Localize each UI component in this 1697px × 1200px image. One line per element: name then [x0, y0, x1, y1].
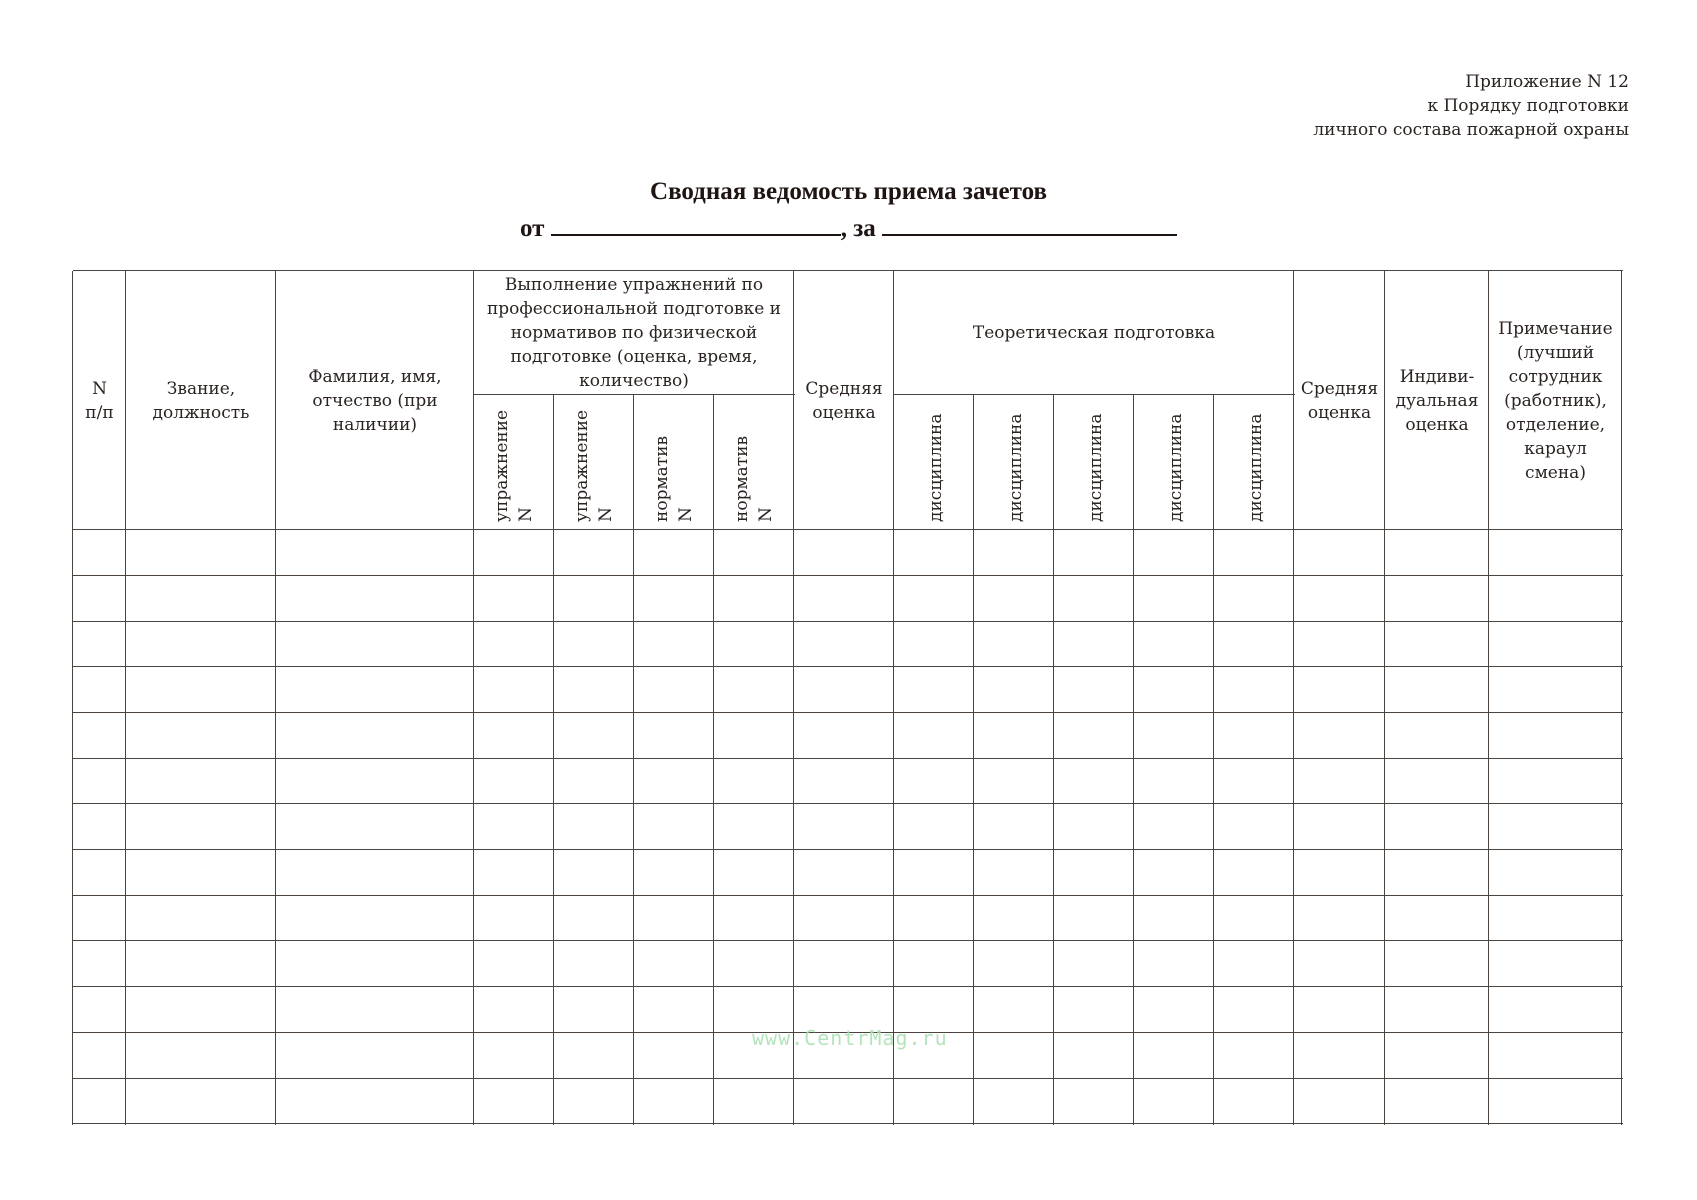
- header-exercise-1-line: упражнение: [492, 409, 512, 522]
- table-border-left: [72, 271, 73, 1125]
- table-cell[interactable]: [894, 713, 974, 759]
- header-discipline-2-line: дисциплина: [1006, 413, 1026, 522]
- header-discipline-2: [974, 395, 1054, 530]
- table-cell[interactable]: [1134, 1033, 1214, 1079]
- table-cell[interactable]: [1294, 667, 1385, 713]
- table-cell[interactable]: [1489, 896, 1622, 942]
- table-cell[interactable]: [974, 804, 1054, 850]
- table-cell[interactable]: [1489, 576, 1622, 622]
- table-cell[interactable]: [554, 758, 634, 804]
- table-cell[interactable]: [554, 576, 634, 622]
- table-cell[interactable]: [894, 941, 974, 987]
- row-divider: [73, 940, 1623, 941]
- table-cell[interactable]: [126, 987, 276, 1033]
- table-cell[interactable]: [894, 896, 974, 942]
- header-exercise-2-line: N: [596, 507, 616, 522]
- table-cell[interactable]: [974, 667, 1054, 713]
- table-border-bottom: [73, 1123, 1623, 1124]
- column-divider: [1293, 271, 1294, 1125]
- table-cell[interactable]: [1054, 987, 1134, 1033]
- table-cell[interactable]: [974, 896, 1054, 942]
- table-cell[interactable]: [974, 987, 1054, 1033]
- table-cell[interactable]: [474, 1078, 554, 1124]
- table-cell[interactable]: [276, 667, 474, 713]
- table-cell[interactable]: [1489, 804, 1622, 850]
- table-cell[interactable]: [554, 804, 634, 850]
- header-individual-score-text: Индиви-дуальная оценка: [1395, 366, 1479, 435]
- row-divider: [73, 666, 1623, 667]
- separator: ,: [840, 215, 847, 242]
- table-cell[interactable]: [1489, 621, 1622, 667]
- table-cell[interactable]: [1294, 941, 1385, 987]
- table-cell[interactable]: [474, 621, 554, 667]
- table-cell[interactable]: [1489, 941, 1622, 987]
- table-cell[interactable]: [1385, 987, 1489, 1033]
- row-divider: [73, 575, 1623, 576]
- table-cell[interactable]: [1294, 758, 1385, 804]
- watermark: www.CentrMag.ru: [752, 1026, 948, 1050]
- table-cell[interactable]: [73, 804, 126, 850]
- column-divider: [125, 271, 126, 1125]
- table-cell[interactable]: [1294, 530, 1385, 576]
- table-cell[interactable]: [1054, 713, 1134, 759]
- table-cell[interactable]: [1054, 667, 1134, 713]
- table-cell[interactable]: [1294, 987, 1385, 1033]
- table-cell[interactable]: [474, 804, 554, 850]
- table-cell[interactable]: [1385, 758, 1489, 804]
- for-label: за: [853, 215, 876, 242]
- table-cell[interactable]: [126, 530, 276, 576]
- table-cell[interactable]: [974, 941, 1054, 987]
- table-cell[interactable]: [974, 621, 1054, 667]
- table-cell[interactable]: [634, 941, 714, 987]
- table-cell[interactable]: [894, 667, 974, 713]
- table-border-top: [73, 270, 1623, 271]
- header-note-text: Примечание (лучший сотрудник (работник), отделение, караул смена): [1498, 318, 1613, 483]
- table-cell[interactable]: [474, 1033, 554, 1079]
- header-individual-score: [1385, 271, 1489, 530]
- row-divider: [73, 621, 1623, 622]
- table-cell[interactable]: [1489, 667, 1622, 713]
- table-cell[interactable]: [126, 1078, 276, 1124]
- header-divider-theory: [894, 394, 1295, 395]
- table-cell[interactable]: [126, 1033, 276, 1079]
- table-cell[interactable]: [634, 896, 714, 942]
- table-cell[interactable]: [126, 758, 276, 804]
- table-cell[interactable]: [126, 713, 276, 759]
- header-discipline-2-text: [1004, 401, 1028, 522]
- header-discipline-1-line: дисциплина: [926, 413, 946, 522]
- header-theory-group: [894, 271, 1294, 395]
- table-cell[interactable]: [1489, 1078, 1622, 1124]
- table-cell[interactable]: [894, 621, 974, 667]
- table-cell[interactable]: [974, 758, 1054, 804]
- table-cell[interactable]: [1489, 758, 1622, 804]
- header-discipline-5-line: дисциплина: [1246, 413, 1266, 522]
- table-cell[interactable]: [276, 941, 474, 987]
- table-cell[interactable]: [974, 713, 1054, 759]
- table-cell[interactable]: [126, 896, 276, 942]
- column-divider: [553, 395, 554, 1125]
- header-discipline-3-line: дисциплина: [1086, 413, 1106, 522]
- table-cell[interactable]: [1134, 576, 1214, 622]
- table-cell[interactable]: [794, 758, 894, 804]
- row-divider: [73, 849, 1623, 850]
- row-divider: [73, 712, 1623, 713]
- table-cell[interactable]: [276, 1033, 474, 1079]
- header-exercise-3-text: [650, 401, 698, 522]
- table-cell[interactable]: [1489, 530, 1622, 576]
- table-cell[interactable]: [1054, 896, 1134, 942]
- table-cell[interactable]: [894, 1078, 974, 1124]
- table-cell[interactable]: [474, 713, 554, 759]
- table-cell[interactable]: [714, 804, 794, 850]
- table-cell[interactable]: [794, 713, 894, 759]
- table-cell[interactable]: [1054, 850, 1134, 896]
- table-cell[interactable]: [1214, 667, 1294, 713]
- header-discipline-1: [894, 395, 974, 530]
- table-cell[interactable]: [1134, 621, 1214, 667]
- table-cell[interactable]: [794, 804, 894, 850]
- table-cell[interactable]: [1054, 621, 1134, 667]
- table-cell[interactable]: [714, 621, 794, 667]
- table-cell[interactable]: [1134, 941, 1214, 987]
- header-rank: [126, 271, 276, 530]
- header-discipline-4-text: [1164, 401, 1188, 522]
- table-cell[interactable]: [894, 530, 974, 576]
- table-cell[interactable]: [73, 1078, 126, 1124]
- row-divider: [73, 758, 1623, 759]
- table-cell[interactable]: [1385, 621, 1489, 667]
- table-cell[interactable]: [554, 850, 634, 896]
- table-cell[interactable]: [73, 987, 126, 1033]
- header-discipline-3-text: [1084, 401, 1108, 522]
- row-divider: [73, 529, 1623, 530]
- table-cell[interactable]: [474, 896, 554, 942]
- header-discipline-4: [1134, 395, 1214, 530]
- table-cell[interactable]: [1489, 713, 1622, 759]
- table-cell[interactable]: [634, 1033, 714, 1079]
- table-cell[interactable]: [276, 896, 474, 942]
- table-cell[interactable]: [1214, 1078, 1294, 1124]
- table-cell[interactable]: [634, 804, 714, 850]
- table-cell[interactable]: [1385, 576, 1489, 622]
- header-average-2: [1294, 271, 1385, 530]
- table-cell[interactable]: [126, 804, 276, 850]
- header-exercise-2-line: упражнение: [572, 409, 592, 522]
- header-exercise-4-line: норматив: [732, 435, 752, 522]
- table-cell[interactable]: [634, 758, 714, 804]
- table-cell[interactable]: [554, 667, 634, 713]
- table-cell[interactable]: [474, 576, 554, 622]
- title-main: Сводная ведомость приема зачетов: [650, 178, 1047, 205]
- table-cell[interactable]: [276, 1078, 474, 1124]
- table-cell[interactable]: [1134, 987, 1214, 1033]
- table-cell[interactable]: [554, 987, 634, 1033]
- table-cell[interactable]: [1294, 621, 1385, 667]
- table-cell[interactable]: [894, 804, 974, 850]
- table-cell[interactable]: [634, 621, 714, 667]
- column-divider: [793, 271, 794, 1125]
- table-cell[interactable]: [1214, 896, 1294, 942]
- table-cell[interactable]: [276, 987, 474, 1033]
- table-cell[interactable]: [1134, 850, 1214, 896]
- table-cell[interactable]: [714, 530, 794, 576]
- table-cell[interactable]: [634, 850, 714, 896]
- header-exercises-group: [474, 271, 794, 395]
- header-exercise-4: [714, 395, 794, 530]
- table-cell[interactable]: [1054, 530, 1134, 576]
- table-cell[interactable]: [634, 713, 714, 759]
- header-exercise-2: [554, 395, 634, 530]
- table-cell[interactable]: [276, 530, 474, 576]
- table-cell[interactable]: [1294, 576, 1385, 622]
- table-cell[interactable]: [276, 850, 474, 896]
- table-cell[interactable]: [1489, 1033, 1622, 1079]
- column-divider: [1488, 271, 1489, 1125]
- header-rank-text: Звание, должность: [152, 378, 250, 423]
- table-cell[interactable]: [126, 576, 276, 622]
- table-cell[interactable]: [276, 621, 474, 667]
- header-average-2-text: Средняя оценка: [1300, 378, 1379, 423]
- table-cell[interactable]: [1385, 896, 1489, 942]
- table-cell[interactable]: [634, 987, 714, 1033]
- table-cell[interactable]: [1385, 713, 1489, 759]
- table-cell[interactable]: [474, 758, 554, 804]
- header-num: [73, 271, 126, 530]
- table-cell[interactable]: [1054, 941, 1134, 987]
- table-cell[interactable]: [794, 621, 894, 667]
- table-cell[interactable]: [474, 987, 554, 1033]
- header-full-name-text: Фамилия, имя, отчество (при наличии): [308, 366, 442, 435]
- table-cell[interactable]: [714, 896, 794, 942]
- table-cell[interactable]: [1214, 1033, 1294, 1079]
- table-cell[interactable]: [554, 621, 634, 667]
- column-divider: [893, 271, 894, 1125]
- table-cell[interactable]: [794, 850, 894, 896]
- table-cell[interactable]: [714, 758, 794, 804]
- header-discipline-5: [1214, 395, 1294, 530]
- table-cell[interactable]: [1134, 713, 1214, 759]
- table-cell[interactable]: [1294, 1078, 1385, 1124]
- table-cell[interactable]: [276, 713, 474, 759]
- header-exercise-1-text: [490, 401, 538, 522]
- table-cell[interactable]: [1054, 576, 1134, 622]
- table-cell[interactable]: [714, 1078, 794, 1124]
- header-full-name: [276, 271, 474, 530]
- table-cell[interactable]: [1134, 530, 1214, 576]
- column-divider: [1133, 395, 1134, 1125]
- table-cell[interactable]: [1294, 850, 1385, 896]
- table-cell[interactable]: [73, 758, 126, 804]
- table-cell[interactable]: [1385, 850, 1489, 896]
- table-cell[interactable]: [634, 1078, 714, 1124]
- header-exercise-1: [474, 395, 554, 530]
- table-cell[interactable]: [714, 850, 794, 896]
- table-border-right: [1621, 271, 1622, 1125]
- header-exercise-4-line: N: [756, 507, 776, 522]
- table-cell[interactable]: [73, 850, 126, 896]
- table-cell[interactable]: [1214, 941, 1294, 987]
- header-exercise-3-line: норматив: [652, 435, 672, 522]
- row-divider: [73, 803, 1623, 804]
- header-exercise-4-text: [730, 401, 778, 522]
- table-cell[interactable]: [794, 896, 894, 942]
- table-cell[interactable]: [1054, 1033, 1134, 1079]
- table-cell[interactable]: [1385, 530, 1489, 576]
- table-cell[interactable]: [1214, 621, 1294, 667]
- header-discipline-4-line: дисциплина: [1166, 413, 1186, 522]
- header-divider-exercises: [474, 394, 795, 395]
- column-divider: [1384, 271, 1385, 1125]
- column-divider: [713, 395, 714, 1125]
- header-note: [1489, 271, 1622, 530]
- table-cell[interactable]: [1214, 804, 1294, 850]
- header-exercise-1-line: N: [516, 507, 536, 522]
- table-cell[interactable]: [73, 576, 126, 622]
- header-exercise-3-line: N: [676, 507, 696, 522]
- table-cell[interactable]: [554, 530, 634, 576]
- table-cell[interactable]: [1385, 667, 1489, 713]
- table-cell[interactable]: [634, 667, 714, 713]
- table-cell[interactable]: [1385, 1078, 1489, 1124]
- table-cell[interactable]: [714, 941, 794, 987]
- table-cell[interactable]: [1134, 667, 1214, 713]
- table-cell[interactable]: [1054, 758, 1134, 804]
- table-cell[interactable]: [1214, 713, 1294, 759]
- table-cell[interactable]: [634, 576, 714, 622]
- header-exercise-3: [634, 395, 714, 530]
- table-cell[interactable]: [554, 941, 634, 987]
- header-discipline-3: [1054, 395, 1134, 530]
- table-cell[interactable]: [794, 1078, 894, 1124]
- table-cell[interactable]: [73, 941, 126, 987]
- table-cell[interactable]: [1294, 1033, 1385, 1079]
- header-average-1: [794, 271, 894, 530]
- table-cell[interactable]: [1214, 576, 1294, 622]
- row-divider: [73, 986, 1623, 987]
- table-cell[interactable]: [554, 896, 634, 942]
- table-cell[interactable]: [1134, 804, 1214, 850]
- table-cell[interactable]: [1294, 713, 1385, 759]
- header-exercises-group-text: Выполнение упражнений по профессиональной подготовке и нормативов по физической подготовке (оценка, время, количество): [486, 275, 782, 391]
- row-divider: [73, 1078, 1623, 1079]
- table-cell[interactable]: [1134, 896, 1214, 942]
- table-cell[interactable]: [894, 758, 974, 804]
- column-divider: [1053, 395, 1054, 1125]
- table-cell[interactable]: [1214, 530, 1294, 576]
- table-cell[interactable]: [634, 530, 714, 576]
- table-cell[interactable]: [974, 576, 1054, 622]
- table-cell[interactable]: [1214, 850, 1294, 896]
- table-cell[interactable]: [1489, 850, 1622, 896]
- table-cell[interactable]: [1385, 1033, 1489, 1079]
- table-cell[interactable]: [554, 713, 634, 759]
- table-cell[interactable]: [714, 667, 794, 713]
- table-cell[interactable]: [126, 667, 276, 713]
- table-cell[interactable]: [714, 576, 794, 622]
- header-exercise-2-text: [570, 401, 618, 522]
- table-cell[interactable]: [894, 576, 974, 622]
- table-cell[interactable]: [1294, 896, 1385, 942]
- header-discipline-5-text: [1244, 401, 1268, 522]
- table-cell[interactable]: [1054, 804, 1134, 850]
- table-cell[interactable]: [714, 713, 794, 759]
- table-cell[interactable]: [276, 576, 474, 622]
- table-cell[interactable]: [1385, 804, 1489, 850]
- column-divider: [473, 271, 474, 1125]
- table-cell[interactable]: [974, 530, 1054, 576]
- header-theory-group-text: Теоретическая подготовка: [972, 323, 1216, 343]
- table-cell[interactable]: [1489, 987, 1622, 1033]
- column-divider: [275, 271, 276, 1125]
- table-cell[interactable]: [554, 1033, 634, 1079]
- table-cell[interactable]: [974, 850, 1054, 896]
- table-cell[interactable]: [73, 1033, 126, 1079]
- table-cell[interactable]: [73, 621, 126, 667]
- header-average-1-text: Средняя оценка: [805, 378, 883, 423]
- appendix-line-2: к Порядку подготовки: [1427, 96, 1629, 116]
- table-cell[interactable]: [794, 576, 894, 622]
- column-divider: [1213, 395, 1214, 1125]
- appendix-line-3: личного состава пожарной охраны: [1313, 120, 1629, 140]
- table-cell[interactable]: [73, 530, 126, 576]
- table-cell[interactable]: [276, 758, 474, 804]
- header-num-text: N п/п: [85, 378, 114, 423]
- table-cell[interactable]: [474, 530, 554, 576]
- table-cell[interactable]: [1134, 1078, 1214, 1124]
- table-cell[interactable]: [1214, 758, 1294, 804]
- table-cell[interactable]: [474, 667, 554, 713]
- column-divider: [973, 395, 974, 1125]
- row-divider: [73, 895, 1623, 896]
- table-cell[interactable]: [73, 896, 126, 942]
- header-discipline-1-text: [924, 401, 948, 522]
- table-cell[interactable]: [474, 941, 554, 987]
- table-cell[interactable]: [794, 530, 894, 576]
- table-cell[interactable]: [1385, 941, 1489, 987]
- table-cell[interactable]: [474, 850, 554, 896]
- table-cell[interactable]: [1054, 1078, 1134, 1124]
- table-cell[interactable]: [126, 621, 276, 667]
- column-divider: [633, 395, 634, 1125]
- table-cell[interactable]: [554, 1078, 634, 1124]
- appendix-line-1: Приложение N 12: [1465, 72, 1629, 92]
- table-cell[interactable]: [1134, 758, 1214, 804]
- table-cell[interactable]: [794, 667, 894, 713]
- table-cell[interactable]: [126, 941, 276, 987]
- from-label: от: [520, 215, 545, 242]
- table-cell[interactable]: [1214, 987, 1294, 1033]
- table-cell[interactable]: [1294, 804, 1385, 850]
- table-cell[interactable]: [73, 667, 126, 713]
- table-cell[interactable]: [894, 850, 974, 896]
- table-cell[interactable]: [794, 941, 894, 987]
- table-cell[interactable]: [974, 1078, 1054, 1124]
- table-cell[interactable]: [126, 850, 276, 896]
- table-cell[interactable]: [974, 1033, 1054, 1079]
- table-cell[interactable]: [276, 804, 474, 850]
- table-cell[interactable]: [73, 713, 126, 759]
